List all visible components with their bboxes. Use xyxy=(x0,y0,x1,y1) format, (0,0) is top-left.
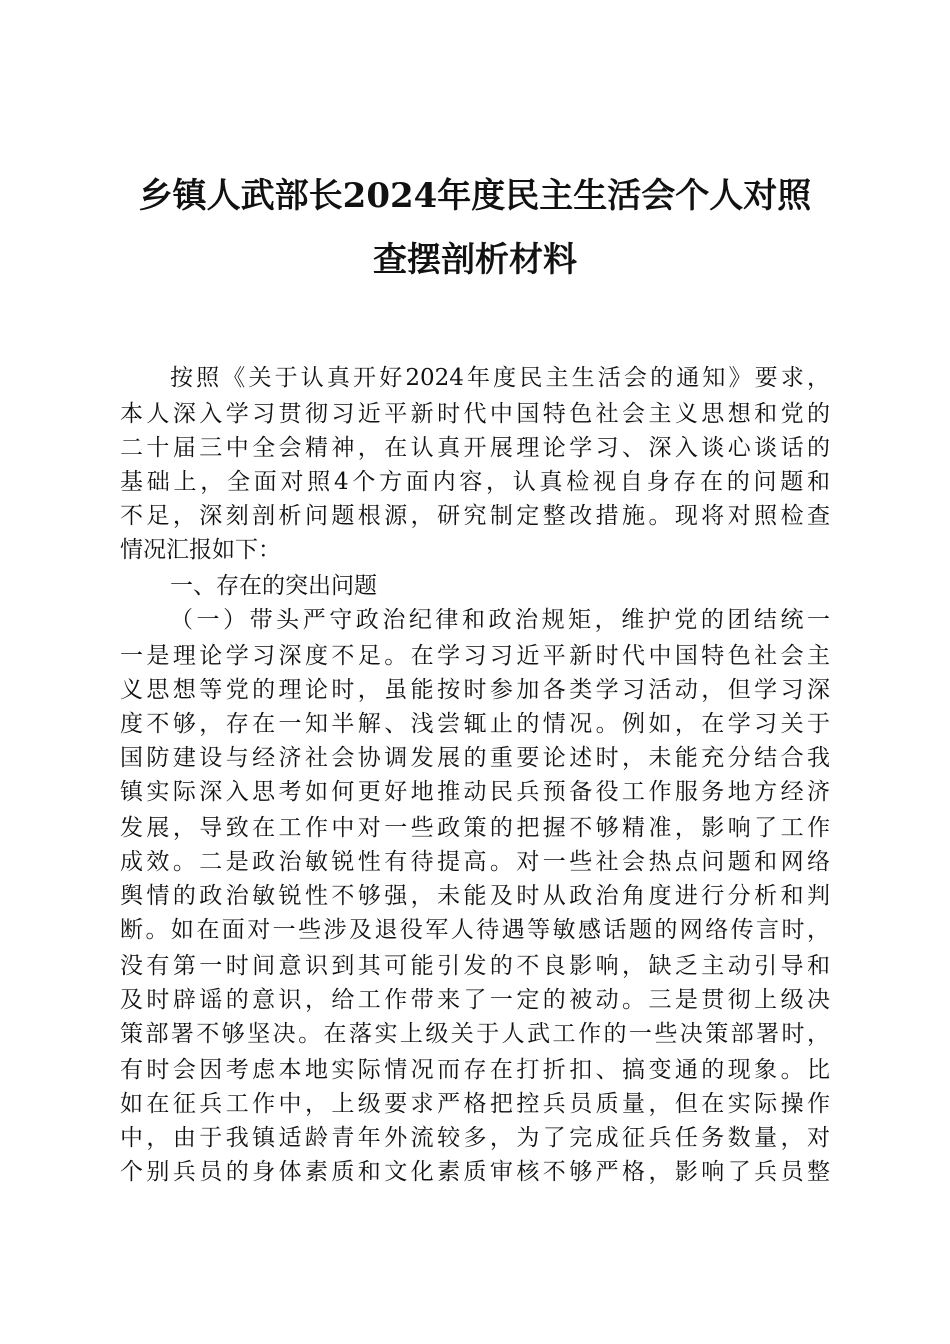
body-line: 个别兵员的身体素质和文化素质审核不够严格，影响了兵员整 xyxy=(120,1159,830,1185)
body-line: 度不够，存在一知半解、浅尝辄止的情况。例如，在学习关于 xyxy=(120,711,830,737)
intro-line: 按照《关于认真开好2024年度民主生活会的通知》要求， xyxy=(170,365,830,391)
subsection-heading: （一）带头严守政治纪律和政治规矩，维护党的团结统一 xyxy=(170,607,830,633)
body-line: 中，由于我镇适龄青年外流较多，为了完成征兵任务数量，对 xyxy=(120,1125,830,1151)
body-line: 成效。二是政治敏锐性有待提高。对一些社会热点问题和网络 xyxy=(120,849,830,875)
body-line: 镇实际深入思考如何更好地推动民兵预备役工作服务地方经济 xyxy=(120,779,830,805)
body-line: 策部署不够坚决。在落实上级关于人武工作的一些决策部署时， xyxy=(120,1021,830,1047)
body-line: 舆情的政治敏锐性不够强，未能及时从政治角度进行分析和判 xyxy=(120,883,830,909)
body-line: 国防建设与经济社会协调发展的重要论述时，未能充分结合我 xyxy=(120,745,830,771)
body-line: 一是理论学习深度不足。在学习习近平新时代中国特色社会主 xyxy=(120,643,830,669)
body-line: 没有第一时间意识到其可能引发的不良影响，缺乏主动引导和 xyxy=(120,953,830,979)
intro-line: 二十届三中全会精神，在认真开展理论学习、深入谈心谈话的 xyxy=(120,435,830,461)
body-line: 有时会因考虑本地实际情况而存在打折扣、搞变通的现象。比 xyxy=(120,1057,830,1083)
body-line: 断。如在面对一些涉及退役军人待遇等敏感话题的网络传言时， xyxy=(120,917,830,943)
intro-line: 情况汇报如下： xyxy=(120,537,281,563)
section-heading: 一、存在的突出问题 xyxy=(170,573,377,599)
body-line: 及时辟谣的意识，给工作带来了一定的被动。三是贯彻上级决 xyxy=(120,987,830,1013)
document-title-line-1: 乡镇人武部长2024年度民主生活会个人对照 xyxy=(138,176,812,216)
intro-line: 本人深入学习贯彻习近平新时代中国特色社会主义思想和党的 xyxy=(120,401,830,427)
body-line: 义思想等党的理论时，虽能按时参加各类学习活动，但学习深 xyxy=(120,677,830,703)
body-line: 发展，导致在工作中对一些政策的把握不够精准，影响了工作 xyxy=(120,815,830,841)
body-line: 如在征兵工作中，上级要求严格把控兵员质量，但在实际操作 xyxy=(120,1091,830,1117)
intro-line: 基础上，全面对照4个方面内容，认真检视自身存在的问题和 xyxy=(120,469,830,495)
intro-line: 不足，深刻剖析问题根源，研究制定整改措施。现将对照检查 xyxy=(120,503,830,529)
document-title-line-2: 查摆剖析材料 xyxy=(373,240,577,280)
